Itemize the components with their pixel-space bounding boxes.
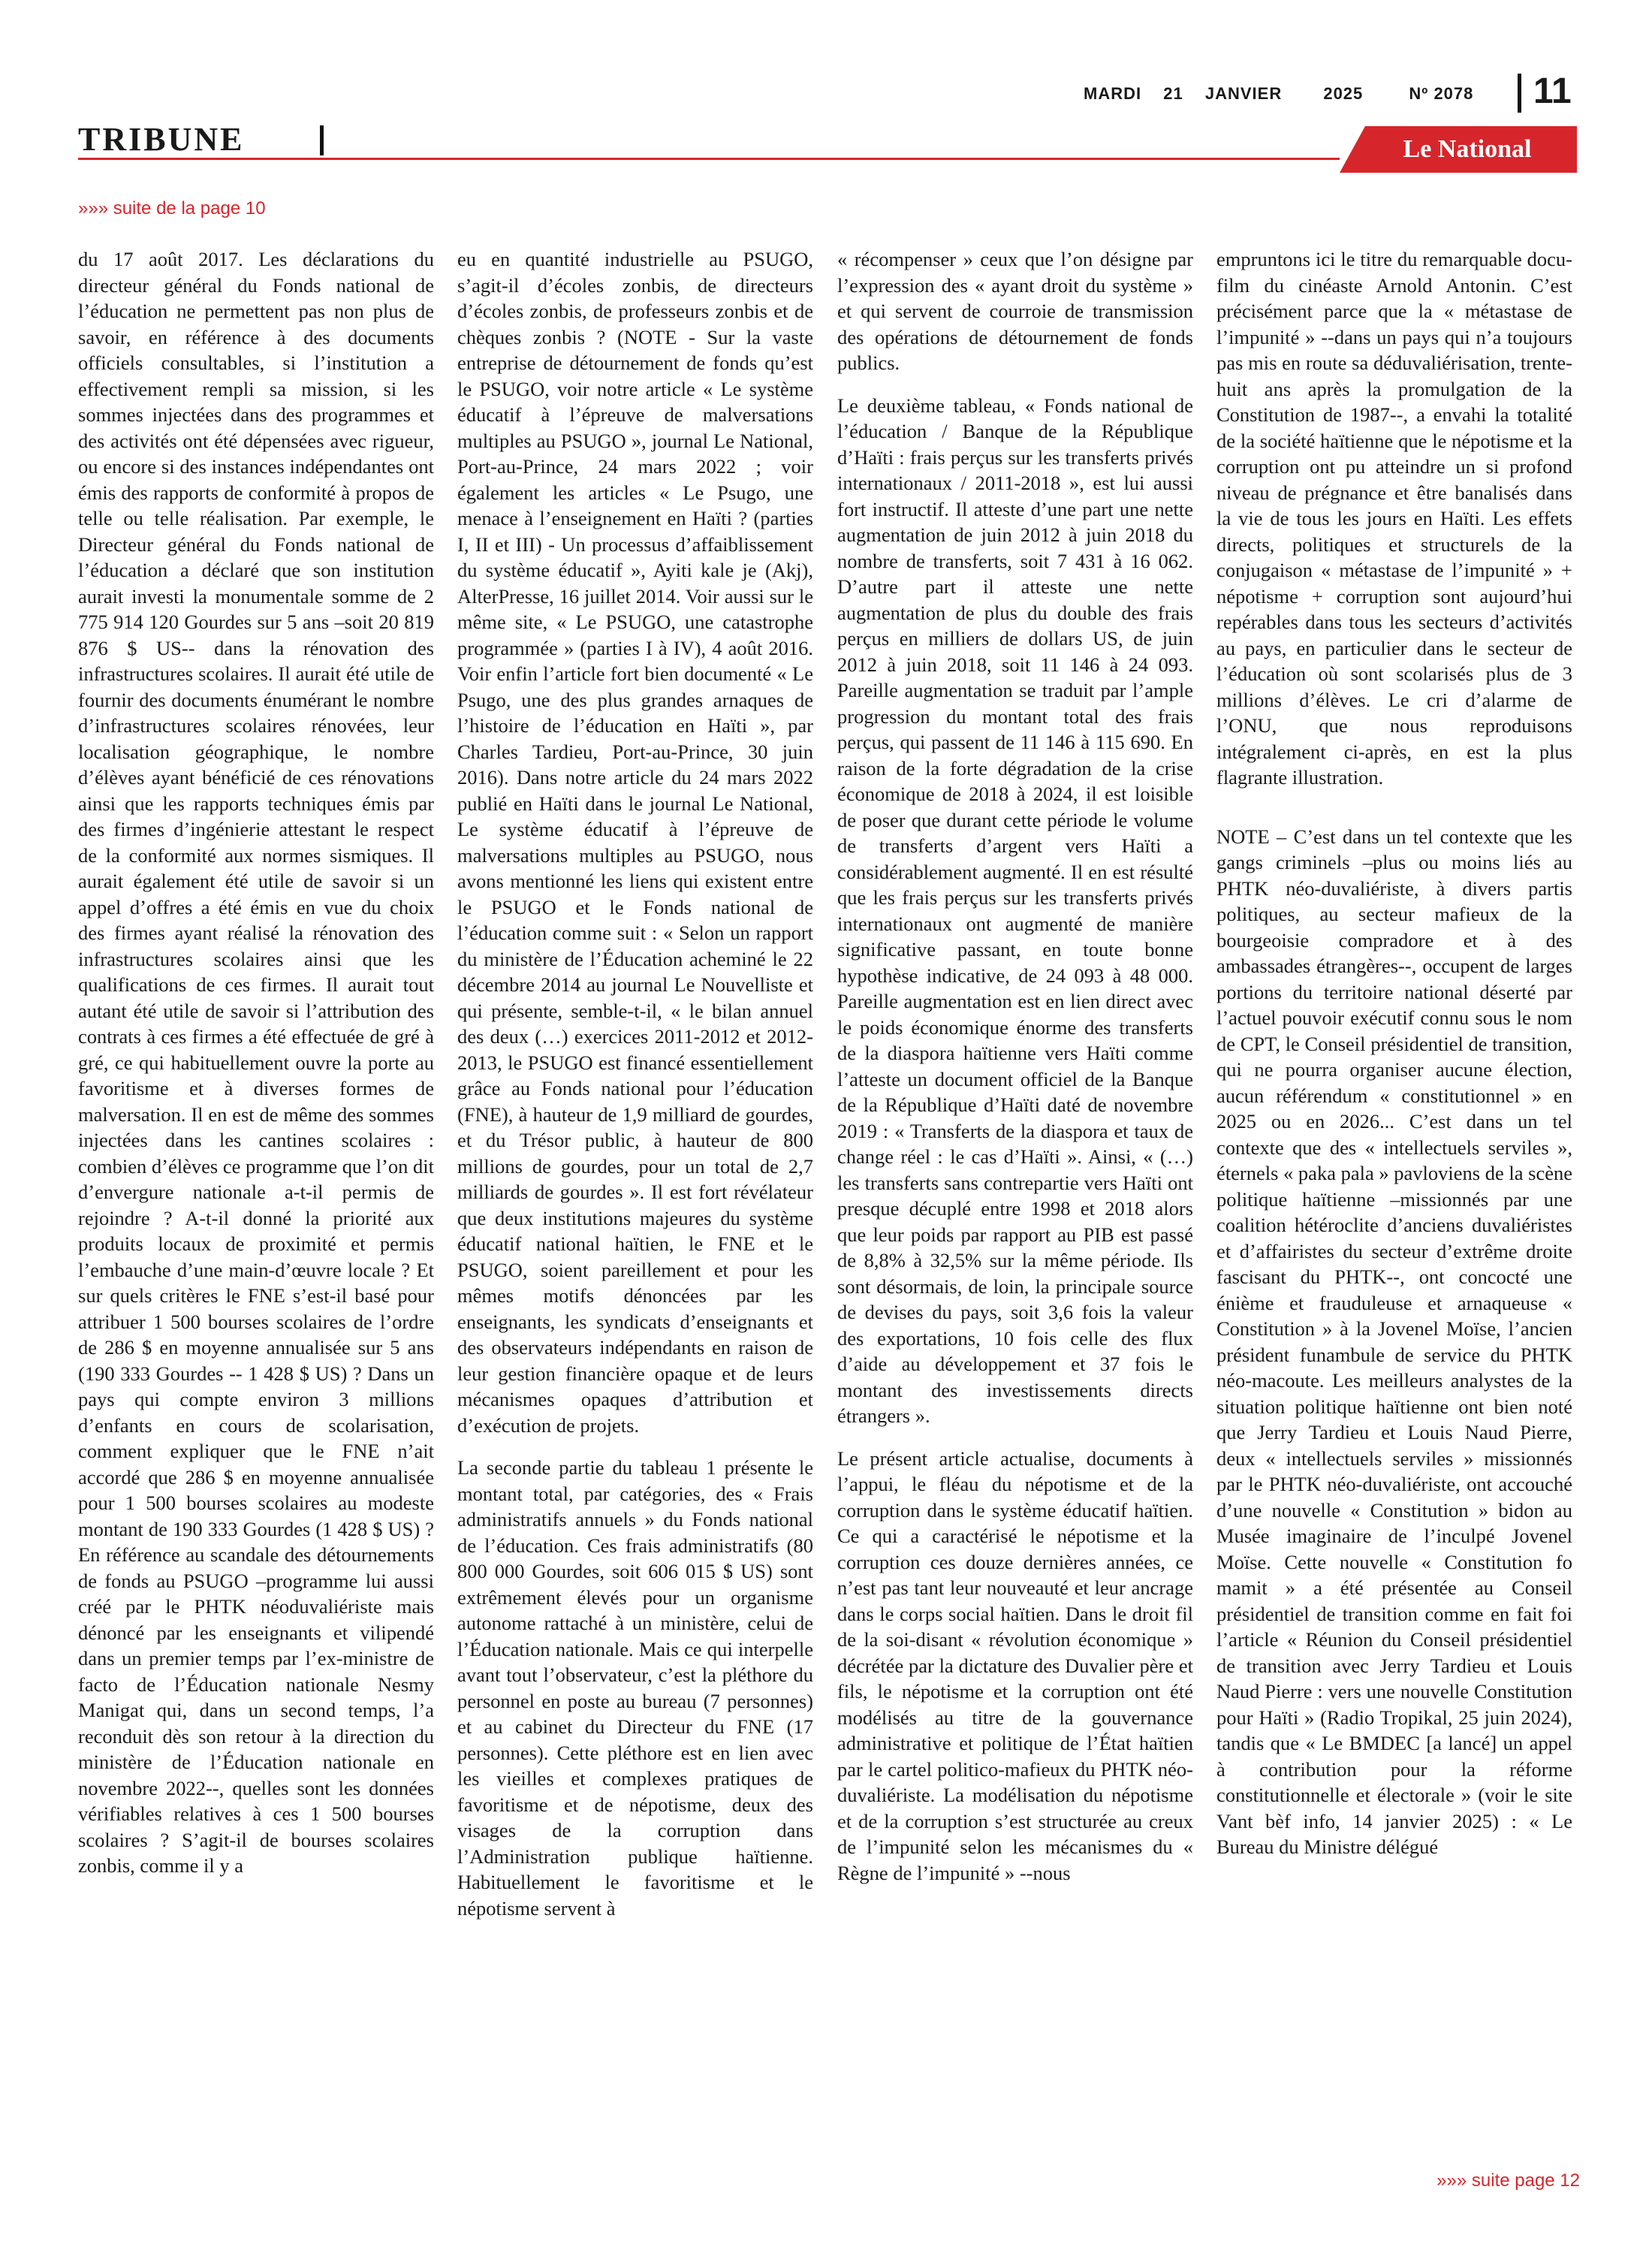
- masthead-date: [1084, 84, 1490, 104]
- issue-year: 2025: [1323, 84, 1364, 103]
- paragraph: eu en quantité industrielle au PSUGO, s’agit-il d’écoles zonbis, de directeurs d’écoles zonbis, de professeurs zonbis et de chèques zonbis ? (NOTE - Sur la vaste entreprise de détournement de fonds qu’est le PSUGO, voir notre article « Le système éducatif à l’épreuve de malversations multiples au PSUGO », journal Le National, Port-au-Prince, 24 mars 2022 ; voir également les articles « Le Psugo, une menace à l’enseignement en Haïti ? (parties I, II et III) - Un processus d’affaiblissement du système éducatif », Ayiti kale je (Akj), AlterPresse, 16 juillet 2014. Voir aussi sur le même site, « Le PSUGO, une catastrophe programmée » (parties I à IV), 4 août 2016. Voir enfin l’article fort bien documenté « Le Psugo, une des plus grandes arnaques de l’histoire de l’éducation en Haïti », par Charles Tardieu, Port-au-Prince, 30 juin 2016). Dans notre article du 24 mars 2022 publié en Haïti dans le journal Le National, Le système éducatif à l’épreuve de malversations multiples au PSUGO, nous avons mentionné les liens qui existent entre le PSUGO et le Fonds national de l’éducation comme suit : « Selon un rapport du ministère de l’Éducation acheminé le 22 décembre 2014 au journal Le Nouvelliste et qui présente, semble-t-il, « le bilan annuel des deux (…) exercices 2011-2012 et 2012-2013, le PSUGO est financé essentiellement grâce au Fonds national pour l’éducation (FNE), à hauteur de 1,9 milliard de gourdes, et du Trésor public, à hauteur de 800 millions de gourdes, pour un total de 2,7 milliards de gourdes ». Il est fort révélateur que deux institutions majeures du système éducatif national haïtien, le FNE et le PSUGO, soient pareillement et pour les mêmes motifs dénoncées par les enseignants, les syndicats d’enseignants et des observateurs indépendants en raison de leur gestion financière opaque et de leurs mécanismes opaques d’attribution et d’exécution de projets.: [457, 248, 813, 1437]
- article-column-4: [1216, 246, 1572, 1877]
- article-column-2: [457, 246, 813, 1938]
- article-column-1: [78, 246, 434, 1896]
- issue-date: 21: [1163, 84, 1183, 103]
- issue-month: JANVIER: [1204, 84, 1283, 103]
- section-bar: [320, 125, 324, 155]
- paragraph: La seconde partie du tableau 1 présente le montant total, par catégories, des « Frais administratifs annuels » du Fonds national de l’éducation. Ces frais administratifs (80 800 000 Gourdes, soit 606 015 $ US) sont extrêmement élevés pour un organisme autonome rattaché à un ministère, celui de l’Éducation nationale. Mais ce qui interpelle avant tout l’observateur, c’est la pléthore du personnel en poste au bureau (7 personnes) et au cabinet du Directeur du FNE (17 personnes). Cette pléthore est en lien avec les vieilles et complexes pratiques de favoritisme et de népotisme, deux des visages de la corruption dans l’Administration publique haïtienne. Habituellement le favoritisme et le népotisme servent à: [457, 1456, 813, 1920]
- issue-number: Nº 2078: [1409, 84, 1474, 103]
- brand-name: Le National: [1403, 135, 1532, 163]
- page-number: 11: [1533, 71, 1572, 111]
- article-column-3: [837, 246, 1193, 1902]
- paragraph: du 17 août 2017. Les déclarations du directeur général du Fonds national de l’éducation ne permettent pas non plus de savoir, en référence à des documents officiels consultables, si l’institution a effectivement rempli sa mission, si les sommes injectées dans des programmes et des activités ont été dépensées avec rigueur, ou encore si des instances indépendantes ont émis des rapports de conformité à propos de telle ou telle réalisation. Par exemple, le Directeur général du Fonds national de l’éducation a déclaré que son institution aurait investi la monumentale somme de 2 775 914 120 Gourdes sur 5 ans –soit 20 819 876 $ US-- dans la rénovation des infrastructures scolaires. Il aurait été utile de fournir des documents énumérant le nombre d’infrastructures scolaires rénovées, leur localisation géographique, le nombre d’élèves ayant bénéficié de ces rénovations ainsi que les rapports techniques émis par des firmes d’ingénierie attestant le respect de la conformité aux normes sismiques. Il aurait également été utile de savoir si un appel d’offres a été émis en vue du choix des firmes ayant réalisé la rénovation des infrastructures scolaires ainsi que les qualifications de ces firmes. Il aurait tout autant été utile de savoir si l’attribution des contrats à ces firmes a été effectuée de gré à gré, ce qui habituellement ouvre la porte au favoritisme et à diverses formes de malversation. Il en est de même des sommes injectées dans les cantines scolaires : combien d’élèves ce programme que l’on dit d’envergure nationale a-t-il permis de rejoindre ? A-t-il donné la priorité aux produits locaux de proximité et permis l’embauche d’une main-d’œuvre locale ? Et sur quels critères le FNE s’est-il basé pour attribuer 1 500 bourses scolaires de l’ordre de 286 $ en moyenne annualisée sur 5 ans (190 333 Gourdes -- 1 428 $ US) ? Dans un pays qui compte environ 3 millions d’enfants en cours de scolarisation, comment expliquer que le FNE n’ait accordé que 286 $ en moyenne annualisée pour 1 500 bourses scolaires au modeste montant de 190 333 Gourdes (1 428 $ US) ? En référence au scandale des détournements de fonds au PSUGO –programme lui aussi créé par le PHTK néoduvaliériste mais dénoncé par les enseignants et vilipendé dans un premier temps par l’ex-ministre de facto de l’Éducation nationale Nesmy Manigat qui, dans un second temps, l’a reconduit dès son retour à la direction du ministère de l’Éducation nationale en novembre 2022--, quelles sont les données vérifiables relatives à ces 1 500 bourses scolaires ? S’agit-il de bourses scolaires zonbis, comme il y a: [78, 248, 434, 1877]
- paragraph: Le présent article actualise, documents à l’appui, le fléau du népotisme et de la corruption dans le système éducatif haïtien. Ce qui a caractérisé le népotisme et la corruption ces douze dernières années, ce n’est pas tant leur nouveauté et leur ancrage dans le corps social haïtien. Dans le droit fil de la soi-disant « révolution économique » décrétée par la dictature des Duvalier père et fils, le népotisme et la corruption ont été modélisés au titre de la gouvernance administrative et politique de l’État haïtien par le cartel politico-mafieux du PHTK néo-duvaliériste. La modélisation du népotisme et de la corruption s’est structurée au creux de l’impunité selon les mécanismes du « Règne de l’impunité » --nous: [837, 1446, 1193, 1884]
- paragraph: NOTE – C’est dans un tel contexte que les gangs criminels –plus ou moins liés au PHTK néo-duvaliériste, à divers partis politiques, au secteur mafieux de la bourgeoisie compradore et à des ambassades étrangères--, occupent de larges portions du territoire national déserté par l’actuel pouvoir exécutif connu sous le nom de CPT, le Conseil présidentiel de transition, qui ne pourra organiser aucune élection, aucun référendum « constitutionnel » en 2025 ou en 2026... C’est dans un tel contexte que des « intellectuels serviles », éternels « paka pala » pavloviens de la scène politique haïtienne –missionnés par une coalition hétéroclite d’anciens duvaliéristes et d’affairistes du secteur d’extrême droite fascisant du PHTK--, ont concocté une énième et frauduleuse et arnaqueuse « Constitution » à la Jovenel Moïse, l’ancien président funambule de service du PHTK néo-macoute. Les meilleurs analystes de la situation politique haïtienne ont bien noté que Jerry Tardieu et Louis Naud Pierre, deux « intellectuels serviles » missionnés par le PHTK néo-duvaliériste, ont accouché d’une nouvelle « Constitution » bidon au Musée imaginaire de l’inculpé Jovenel Moïse. Cette nouvelle « Constitution fo mamit » a été présentée au Conseil présidentiel de transition comme en fait foi l’article « Réunion du Conseil présidentiel de transition avec Jerry Tardieu et Louis Naud Pierre : vers une nouvelle Constitution pour Haïti » (Radio Tropikal, 25 juin 2024), tandis que « Le BMDEC [a lancé] un appel à contribution pour la réforme constitutionnelle et électorale » (voir le site Vant bèf info, 14 janvier 2025) : « Le Bureau du Ministre délégué: [1216, 825, 1572, 1858]
- paragraph: « récompenser » ceux que l’on désigne par l’expression des « ayant droit du système » et qui servent de courroie de transmission des opérations de détournement de fonds publics.: [837, 248, 1193, 374]
- issue-day: MARDI: [1084, 84, 1142, 103]
- paragraph: empruntons ici le titre du remarquable docu-film du cinéaste Arnold Antonin. C’est précisément parce que la « métastase de l’impunité » --dans un pays qui n’a toujours pas mis en route sa déduvaliérisation, trente-huit ans après la promulgation de la Constitution de 1987--, a envahi la totalité de la société haïtienne que le népotisme et la corruption ont pu atteindre un si profond niveau de prégnance et être banalisés dans la vie de tous les jours en Haïti. Les effets directs, politiques et structurels de la conjugaison « métastase de l’impunité » + népotisme + corruption sont aujourd’hui repérables dans tous les secteurs d’activités au pays, en particulier dans le secteur de l’éducation où sont scolarisés plus de 3 millions d’élèves. Le cri d’alarme de l’ONU, que nous reproduisons intégralement ci-après, en est la plus flagrante illustration.: [1216, 248, 1572, 789]
- page-number-separator: [1518, 74, 1521, 113]
- continued-from: »»» suite de la page 10: [78, 198, 266, 219]
- header-rule: [78, 158, 1340, 160]
- section-title: TRIBUNE: [78, 121, 245, 158]
- paragraph: Le deuxième tableau, « Fonds national de l’éducation / Banque de la République d’Haïti : frais perçus sur les transferts privés internationaux / 2011-2018 », est lui aussi fort instructif. Il atteste d’une part une nette augmentation de juin 2012 à juin 2018 du nombre de transferts, soit 7 431 à 16 062. D’autre part il atteste une nette augmentation de plus du double des frais perçus en milliers de dollars US, de juin 2012 à juin 2018, soit 11 146 à 24 093. Pareille augmentation se traduit par l’ample progression du montant total des frais perçus, qui passent de 11 146 à 115 690. En raison de la forte dégradation de la crise économique de 2018 à 2024, il est loisible de poser que durant cette période le volume de transferts d’argent vers Haïti a considérablement augmenté. Il en est résulté que les frais perçus sur les transferts privés internationaux ont augmenté de manière significative passant, en toute bonne hypothèse indicative, de 24 093 à 48 000. Pareille augmentation est en lien direct avec le poids économique énorme des transferts de la diaspora haïtienne vers Haïti comme l’atteste un document officiel de la Banque de la République d’Haïti daté de novembre 2019 : « Transferts de la diaspora et taux de change réel : le cas d’Haïti ». Ainsi, « (…) les transferts sans contrepartie vers Haïti ont presque décuplé entre 1998 et 2018 alors que leur poids par rapport au PIB est passé de 8,8% à 32,5% sur la même période. Ils sont désormais, de loin, la principale source de devises du pays, soit 3,6 fois la valeur des exportations, 10 fois celle des flux d’aide au développement et 37 fois le montant des investissements directs étrangers ».: [837, 394, 1193, 1427]
- continued-to: »»» suite page 12: [1436, 2170, 1580, 2191]
